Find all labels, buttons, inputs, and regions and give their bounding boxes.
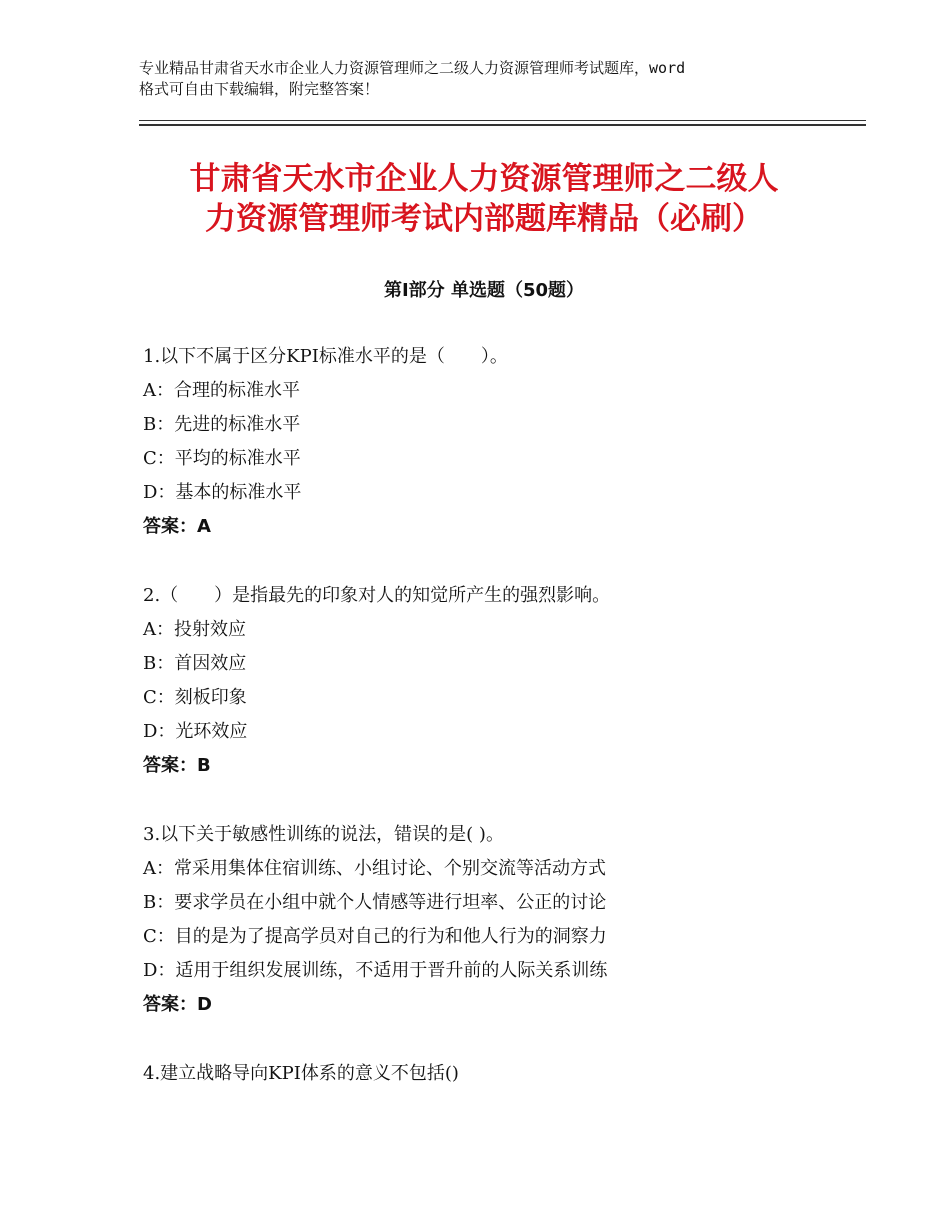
question-3: [143, 818, 843, 1022]
question-stem: 1.以下不属于区分KPI标准水平的是（ ）。: [143, 346, 508, 367]
document-title: [139, 159, 829, 239]
document-title-line-1: 甘肃省天水市企业人力资源管理师之二级人: [189, 161, 779, 197]
option-d: D：光环效应: [143, 721, 248, 742]
question-1: [143, 340, 843, 544]
question-stem: 4.建立战略导向KPI体系的意义不包括(): [143, 1063, 459, 1084]
option-a: A：投射效应: [143, 619, 246, 640]
document-title-line-2: 力资源管理师考试内部题库精品（必刷）: [205, 201, 763, 237]
answer-label: 答案：A: [143, 516, 211, 537]
option-c: C：刻板印象: [143, 687, 247, 708]
header-divider-thin: [139, 120, 866, 121]
option-b: B：要求学员在小组中就个人情感等进行坦率、公正的讨论: [143, 892, 607, 913]
option-d: D：适用于组织发展训练，不适用于晋升前的人际关系训练: [143, 960, 608, 981]
question-stem: 2.（ ）是指最先的印象对人的知觉所产生的强烈影响。: [143, 585, 611, 606]
header-note: [139, 58, 829, 100]
question-4: [143, 1057, 843, 1091]
section-heading: 第Ⅰ部分 单选题（50题）: [383, 280, 584, 301]
header-divider-thick: [139, 124, 866, 126]
option-c: C：目的是为了提高学员对自己的行为和他人行为的洞察力: [143, 926, 607, 947]
answer-label: 答案：B: [143, 755, 211, 776]
option-b: B：首因效应: [143, 653, 247, 674]
option-a: A：合理的标准水平: [143, 380, 300, 401]
answer-label: 答案：D: [143, 994, 212, 1015]
option-b: B：先进的标准水平: [143, 414, 301, 435]
option-d: D：基本的标准水平: [143, 482, 302, 503]
question-2: [143, 579, 843, 783]
option-a: A：常采用集体住宿训练、小组讨论、个别交流等活动方式: [143, 858, 606, 879]
header-note-line-1: 专业精品甘肃省天水市企业人力资源管理师之二级人力资源管理师考试题库，word: [139, 59, 686, 77]
option-c: C：平均的标准水平: [143, 448, 301, 469]
header-note-line-2: 格式可自由下载编辑，附完整答案！: [139, 80, 380, 98]
question-stem: 3.以下关于敏感性训练的说法，错误的是( )。: [143, 824, 504, 845]
